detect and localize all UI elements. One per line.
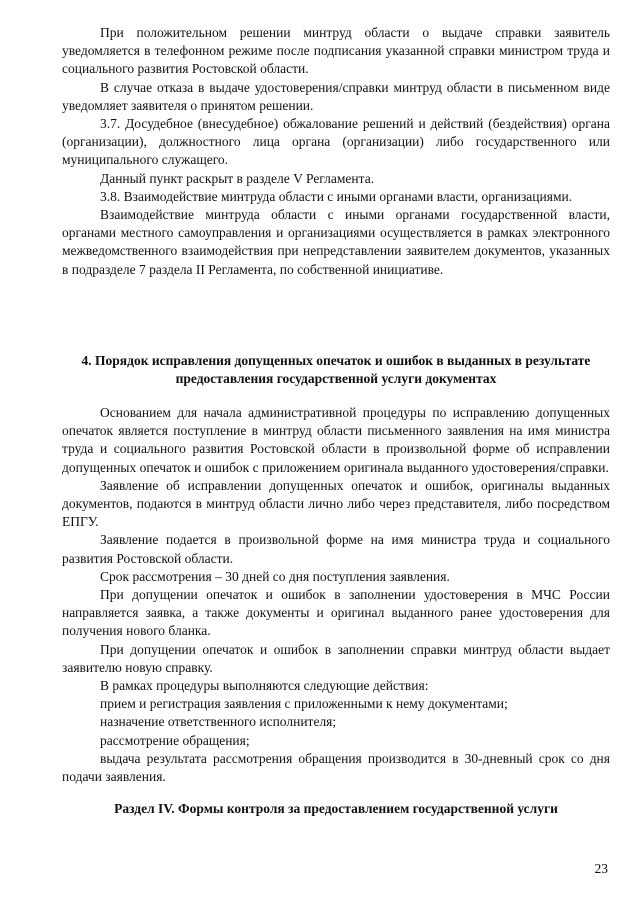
paragraph: Заявление подается в произвольной форме на имя министра труда и социального развития Ростовской области. [62, 532, 610, 566]
list-item: назначение ответственного исполнителя; [100, 714, 337, 730]
list-item: выдача результата рассмотрения обращения производится в 30-дневный срок со дня подачи заявления. [62, 750, 610, 785]
paragraph: Взаимодействие минтруда области с иными органами государственной власти, органами местного самоуправления и организациями осуществляется в рамках электронного межведомственного взаимодействия при непредставлении заявителем документов, указанных в подразделе 7 раздела II Регламента, по собственной инициативе. [62, 207, 610, 277]
middle-section [62, 404, 610, 786]
top-section [62, 24, 610, 279]
page-number: 23 [594, 861, 608, 876]
section-heading: Раздел IV. Формы контроля за предоставлением государственной услуги [114, 801, 558, 816]
paragraph: 3.8. Взаимодействие минтруда области с иными органами власти, организациями. [100, 188, 573, 204]
paragraph: В случае отказа в выдаче удостоверения/справки минтруд области в письменном виде уведомляет заявителя о принятом решении. [62, 79, 610, 113]
list-item: рассмотрение обращения; [100, 732, 250, 748]
paragraph: Заявление об исправлении допущенных опечаток и ошибок, оригиналы выданных документов, подаются в минтруд области лично либо через представителя, либо посредством ЕПГУ. [62, 477, 610, 530]
paragraph: Основанием для начала административной процедуры по исправлению допущенных опечаток является поступление в минтруд области письменного заявления на имя министра труда и социального развития Ростовской области в произвольной форме об исправлении допущенных опечаток и ошибок с приложением оригинала выданного удостоверения/справки. [62, 405, 610, 475]
paragraph: При допущении опечаток и ошибок в заполнении удостоверения в МЧС России направляется заявка, а также документы и оригинал выданного ранее удостоверения для получения нового бланка. [62, 587, 610, 639]
list-item: прием и регистрация заявления с приложенными к нему документами; [100, 696, 508, 712]
paragraph: В рамках процедуры выполняются следующие действия: [100, 678, 429, 694]
paragraph: 3.7. Досудебное (внесудебное) обжалование решений и действий (бездействия) органа (организации), должностного лица органа (организации) либо государственного или муниципального служащего. [62, 116, 610, 168]
paragraph: Срок рассмотрения – 30 дней со дня поступления заявления. [100, 568, 450, 584]
paragraph: Данный пункт раскрыт в разделе V Регламента. [100, 170, 375, 186]
paragraph: При положительном решении минтруд области о выдаче справки заявитель уведомляется в телефонном режиме после подписания указанной справки министром труда и социального развития Ростовской области. [62, 25, 610, 77]
section-heading: 4. Порядок исправления допущенных опечаток и ошибок в выданных в результате предоставления государственной услуги документах [81, 353, 591, 387]
paragraph: При допущении опечаток и ошибок в заполнении справки минтруд области выдает заявителю новую справку. [62, 641, 610, 675]
